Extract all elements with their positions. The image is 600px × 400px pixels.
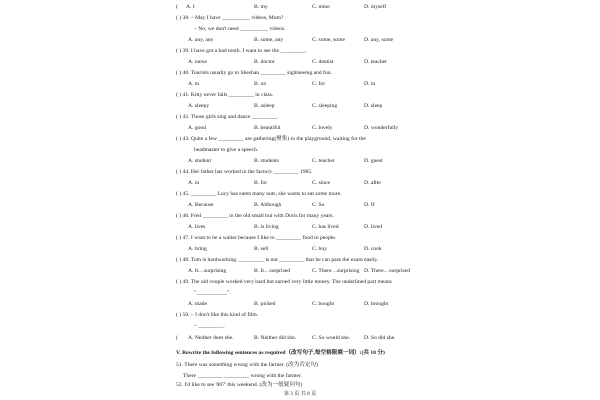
q43-stem: ( ) 43. Quite a few _________ are gathering(聚集) in the playground, waiting for the: [176, 136, 366, 142]
q45-option-c: C. So: [312, 202, 325, 208]
q47-option-a: A. bring: [188, 246, 207, 252]
q41-option-d: D. sleep: [364, 103, 383, 109]
q42-option-c: C. lovely: [312, 125, 333, 131]
q41-option-a: A. sleepy: [188, 103, 210, 109]
q41-stem: ( ) 41. Kitty never falls _________ in class.: [176, 92, 274, 98]
q42-stem: ( ) 42. Those girls sing and dance _________.: [176, 114, 279, 120]
q51-answer-line: There _________ _________ wrong with the farmer.: [183, 373, 302, 379]
q47-stem: ( ) 47. I want to be a waiter because I like to _________ food to people.: [176, 235, 337, 241]
q38-option-a: A. any, any: [188, 37, 214, 43]
q43-option-d: D. guest: [364, 158, 383, 164]
q37-options: [176, 2, 588, 13]
q50-option-c: C. So would she.: [312, 335, 351, 341]
q45-option-d: D. If: [364, 202, 375, 208]
q38-option-b: B. some, any: [254, 37, 284, 43]
q48-options: [188, 266, 588, 277]
q44-option-d: D. after: [364, 180, 382, 186]
q39-option-b: B. doctor: [254, 59, 275, 65]
q40-option-a: A. to: [188, 81, 200, 87]
q42-option-b: B. beautiful: [254, 125, 281, 131]
q37-option-c: C. mine: [312, 4, 330, 10]
page-footer: 第 3 页 共 8 页: [283, 391, 317, 397]
q41-options: [188, 101, 588, 112]
q39-options: [188, 57, 588, 68]
q50-option-a: A. Neither does she.: [188, 335, 234, 341]
section-v-title: V. Rewrite the following sentences as required（改写句子,每空格限填一词）:(共 10 分): [176, 350, 385, 356]
q49-option-c: C. bought: [312, 301, 335, 307]
q38-options: [188, 35, 588, 46]
q46-option-a: A. lives: [188, 224, 206, 230]
q52-stem: 52. I'd like to see '007' this weekend. (改为一般疑问句): [176, 382, 303, 388]
q37-option-a: A. I: [186, 4, 195, 10]
q44-option-c: C. since: [312, 180, 331, 186]
q50-option-d: D. So did she.: [364, 335, 396, 341]
q42-options: [188, 123, 588, 134]
q50-option-b: B. Neither did she.: [254, 335, 297, 341]
q44-options: [188, 178, 588, 189]
q48-option-a: A. It…surprising: [188, 268, 227, 274]
q49-stem: ( ) 49. The old couple worked very hard but earned very little money. The underlined part means: [176, 279, 392, 285]
q44-option-b: B. for: [254, 180, 268, 186]
q48-stem: ( ) 48. Tom is hardworking. _________ is not _________ that he can pass the exam easily.: [176, 257, 379, 263]
q43-option-b: B. students: [254, 158, 279, 164]
q37-option-d: D. myself: [364, 4, 387, 10]
q44-stem: ( ) 44. Her father has worked in the factory _________ 1985.: [176, 169, 313, 175]
q48-option-d: D. There…surprised: [364, 268, 410, 274]
q43-option-c: C. teacher: [312, 158, 335, 164]
q39-stem: ( ) 39. I have got a bad tooth. I want to see the _________.: [176, 48, 307, 54]
q47-options: [188, 244, 588, 255]
q50-options: [176, 333, 588, 344]
q40-option-d: D. in: [364, 81, 376, 87]
q43-option-a: A. student: [188, 158, 211, 164]
q49-options: [188, 299, 588, 310]
q43-options: [188, 156, 588, 167]
q45-option-a: A. Because: [188, 202, 214, 208]
q37-option-b: B. my: [254, 4, 268, 10]
q51-stem: 51. There was something wrong with the farmer. (改为否定句): [176, 362, 318, 368]
q47-option-c: C. buy: [312, 246, 327, 252]
q50-bracket: (: [176, 335, 178, 341]
q40-options: [188, 79, 588, 90]
q38-stem-2: – No, we don't need __________ videos.: [194, 26, 286, 32]
q47-option-d: D. cook: [364, 246, 382, 252]
q49-stem-2: "___________".: [194, 290, 231, 296]
q45-options: [188, 200, 588, 211]
q47-option-b: B. sell: [254, 246, 269, 252]
q45-stem: ( ) 45. _________ Lucy has eaten many nuts, she wants to eat some more.: [176, 191, 342, 197]
q46-option-c: C. has lived: [312, 224, 339, 230]
q46-options: [188, 222, 588, 233]
q39-option-c: C. dentist: [312, 59, 334, 65]
q43-stem-2: headmaster to give a speech.: [194, 147, 259, 153]
q41-option-c: C. sleeping: [312, 103, 338, 109]
q48-option-b: B. It…surprised: [254, 268, 291, 274]
q38-option-d: D. any, some: [364, 37, 394, 43]
q39-option-a: A. nurse: [188, 59, 207, 65]
q37-bracket: (: [176, 4, 178, 10]
q49-option-a: A. made: [188, 301, 207, 307]
q40-stem: ( ) 40. Tourists usually go to Sheshan _________ sightseeing and fun.: [176, 70, 332, 76]
q49-option-d: D. brought: [364, 301, 389, 307]
q46-option-d: D. lived: [364, 224, 383, 230]
q48-option-c: C. There…surprising: [312, 268, 360, 274]
q46-option-b: B. is living: [254, 224, 279, 230]
q45-option-b: B. Although: [254, 202, 282, 208]
q42-option-d: D. wonderfully: [364, 125, 399, 131]
q40-option-b: B. on: [254, 81, 267, 87]
q44-option-a: A. in: [188, 180, 200, 186]
q42-option-a: A. good: [188, 125, 207, 131]
q50-stem: ( ) 50. – I don't like this kind of film.: [176, 312, 259, 318]
q46-stem: ( ) 46. Fred _________ in the old small hut with Doris for many years.: [176, 213, 334, 219]
q49-option-b: B. picked: [254, 301, 276, 307]
q38-option-c: C. some, some: [312, 37, 345, 43]
q38-stem: ( ) 38. – May I have __________ videos, Mum?: [176, 15, 284, 21]
q41-option-b: B. asleep: [254, 103, 275, 109]
q40-option-c: C. for: [312, 81, 326, 87]
q39-option-d: D. teacher: [364, 59, 387, 65]
q50-stem-2: – _________.: [194, 323, 225, 329]
